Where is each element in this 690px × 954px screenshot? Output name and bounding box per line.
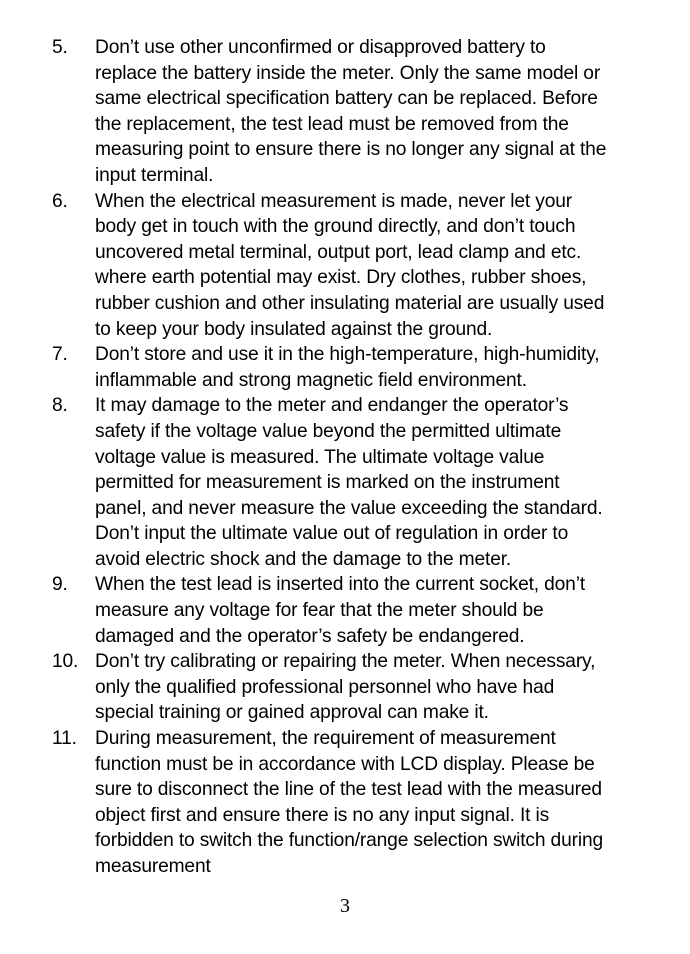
item-text-line: only the qualified professional personnel who have had <box>95 676 555 698</box>
list-item <box>0 649 690 726</box>
safety-instructions-list <box>0 35 690 880</box>
item-text-line: damaged and the operator’s safety be endangered. <box>95 625 525 647</box>
item-text-line: Don’t store and use it in the high-temperature, high-humidity, <box>95 344 600 366</box>
item-text-line: measurement <box>95 856 211 877</box>
item-text-line: sure to disconnect the line of the test lead with the measured <box>95 779 602 801</box>
item-text-line: permitted for measurement is marked on the instrument <box>95 472 560 494</box>
item-text-line: forbidden to switch the function/range selection switch during <box>95 830 603 852</box>
item-text-line: object first and ensure there is no any input signal. It is <box>95 804 550 826</box>
item-text-line: It may damage to the meter and endanger the operator’s <box>95 395 569 417</box>
item-text-line: measuring point to ensure there is no longer any signal at the <box>95 139 607 161</box>
item-number: 8. <box>52 395 68 417</box>
item-text-line: measure any voltage for fear that the meter should be <box>95 600 544 622</box>
item-text-line: where earth potential may exist. Dry clothes, rubber shoes, <box>95 267 587 289</box>
item-text-line: same electrical specification battery can be replaced. Before <box>95 88 598 110</box>
item-text-line: uncovered metal terminal, output port, lead clamp and etc. <box>95 241 582 263</box>
item-text-line: input terminal. <box>95 164 214 186</box>
item-text-line: safety if the voltage value beyond the permitted ultimate <box>95 420 562 442</box>
item-text-line: panel, and never measure the value exceeding the standard. <box>95 497 603 519</box>
item-text-line: inflammable and strong magnetic field environment. <box>95 369 527 391</box>
list-item <box>0 342 690 393</box>
item-text-line: When the test lead is inserted into the current socket, don’t <box>95 574 585 596</box>
item-number: 7. <box>52 344 68 366</box>
item-text-line: rubber cushion and other insulating material are usually used <box>95 292 605 314</box>
list-item <box>0 35 690 189</box>
page-number: 3 <box>340 895 350 917</box>
item-text-line: special training or gained approval can make it. <box>95 702 489 724</box>
item-text-line: body get in touch with the ground directly, and don’t touch <box>95 216 576 238</box>
list-item <box>0 393 690 572</box>
item-number: 9. <box>52 574 68 596</box>
item-number: 10. <box>52 651 79 673</box>
item-text-line: During measurement, the requirement of measurement <box>95 728 556 750</box>
item-text-line: Don’t try calibrating or repairing the meter. When necessary, <box>95 651 596 673</box>
item-text-line: replace the battery inside the meter. Only the same model or <box>95 62 601 84</box>
list-item <box>0 726 690 880</box>
item-text-line: avoid electric shock and the damage to the meter. <box>95 548 512 570</box>
item-number: 11. <box>52 728 77 750</box>
list-item <box>0 572 690 649</box>
item-number: 6. <box>52 190 68 212</box>
item-text-line: the replacement, the test lead must be removed from the <box>95 113 569 135</box>
item-text-line: to keep your body insulated against the ground. <box>95 318 493 340</box>
item-text-line: function must be in accordance with LCD display. Please be <box>95 753 595 775</box>
item-text-line: Don’t use other unconfirmed or disapproved battery to <box>95 37 546 58</box>
item-number: 5. <box>52 37 68 58</box>
list-item <box>0 189 690 343</box>
item-text-line: voltage value is measured. The ultimate voltage value <box>95 446 545 468</box>
item-text-line: Don’t input the ultimate value out of regulation in order to <box>95 523 569 545</box>
item-text-line: When the electrical measurement is made, never let your <box>95 190 572 212</box>
